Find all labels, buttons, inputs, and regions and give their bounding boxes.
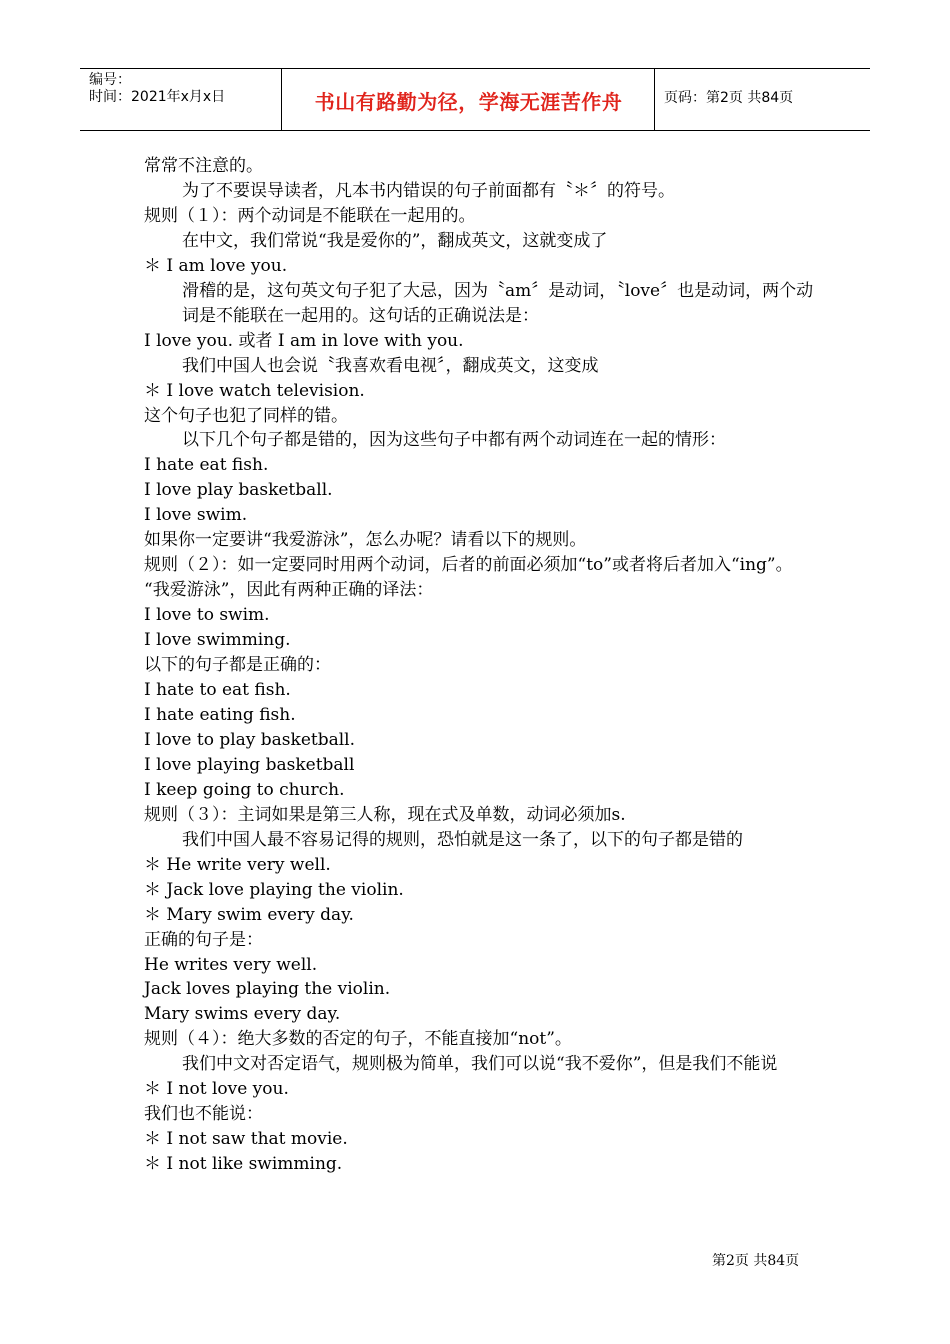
body-line: 我们中国人也会说〝我喜欢看电视〞，翻成英文，这变成	[182, 355, 599, 376]
body-line: 在中文，我们常说“我是爱你的”，翻成英文，这就变成了	[182, 230, 608, 251]
body-line: 规则（１）：两个动词是不能联在一起用的。	[144, 205, 476, 226]
body-line: 我们中国人最不容易记得的规则，恐怕就是这一条了，以下的句子都是错的	[182, 829, 743, 850]
body-line: Jack loves playing the violin.	[144, 979, 391, 1000]
body-line: ＊ I am love you.	[144, 255, 288, 276]
body-line: 规则（４）：绝大多数的否定的句子，不能直接加“not”。	[144, 1029, 572, 1050]
body-line: ＊ I not love you.	[144, 1079, 289, 1100]
header-motto-cell	[282, 69, 655, 130]
body-line: 正确的句子是：	[144, 929, 263, 950]
body-line: I hate eat fish.	[144, 455, 269, 476]
body-line: 规则（３）：主词如果是第三人称，现在式及单数，动词必须加s.	[144, 804, 626, 825]
body-line: I keep going to church.	[144, 779, 345, 800]
body-line: 我们中文对否定语气，规则极为简单，我们可以说“我不爱你”，但是我们不能说	[182, 1054, 778, 1075]
body-line: ＊ Mary swim every day.	[144, 904, 354, 925]
document-body	[144, 154, 814, 1177]
body-line: ＊ Jack love playing the violin.	[144, 879, 404, 900]
body-line: Mary swims every day.	[144, 1004, 341, 1025]
body-line: “我爱游泳”，因此有两种正确的译法：	[144, 580, 434, 601]
body-line: I love swim.	[144, 505, 248, 526]
doc-code-label: 编号：	[89, 72, 131, 88]
body-line: 为了不要误导读者，凡本书内错误的句子前面都有〝＊〞的符号。	[182, 180, 675, 201]
body-line: I love swimming.	[144, 630, 291, 651]
body-line: 我们也不能说：	[144, 1104, 263, 1125]
body-line: I love play basketball.	[144, 480, 333, 501]
body-line: I hate eating fish.	[144, 704, 296, 725]
body-line: 如果你一定要讲“我爱游泳”，怎么办呢？请看以下的规则。	[144, 530, 587, 551]
body-line: 滑稽的是，这句英文句子犯了大忌，因为〝am〞是动词，〝love〞也是动词，两个动词是不能联在一起用的。这句话的正确说法是：	[182, 280, 814, 326]
header-meta-cell	[80, 69, 282, 130]
header-page-info: 页码：第2页 共84页	[664, 90, 794, 106]
body-line: ＊ I love watch television.	[144, 380, 365, 401]
body-line: 常常不注意的。	[144, 156, 263, 176]
body-line: 这个句子也犯了同样的错。	[144, 405, 348, 426]
body-line: I hate to eat fish.	[144, 680, 291, 701]
page-header	[80, 68, 870, 131]
body-line: I love to play basketball.	[144, 729, 356, 750]
body-line: I love to swim.	[144, 605, 270, 626]
body-line: I love you. 或者 I am in love with you.	[144, 330, 464, 351]
body-line: ＊ I not like swimming.	[144, 1154, 343, 1175]
body-line: 规则（２）：如一定要同时用两个动词，后者的前面必须加“to”或者将后者加入“ing”。	[144, 555, 793, 576]
page-footer: 第2页 共84页	[712, 1253, 800, 1269]
header-motto: 书山有路勤为径，学海无涯苦作舟	[314, 90, 623, 114]
body-line: ＊ He write very well.	[144, 854, 331, 875]
body-line: I love playing basketball	[144, 754, 355, 775]
body-line: ＊ I not saw that movie.	[144, 1129, 348, 1150]
body-line: 以下几个句子都是错的，因为这些句子中都有两个动词连在一起的情形：	[182, 430, 726, 451]
header-page-cell	[655, 69, 870, 130]
body-line: 以下的句子都是正确的：	[144, 655, 331, 676]
body-line: He writes very well.	[144, 954, 318, 975]
doc-time-label: 时间：2021年x月x日	[89, 89, 226, 105]
